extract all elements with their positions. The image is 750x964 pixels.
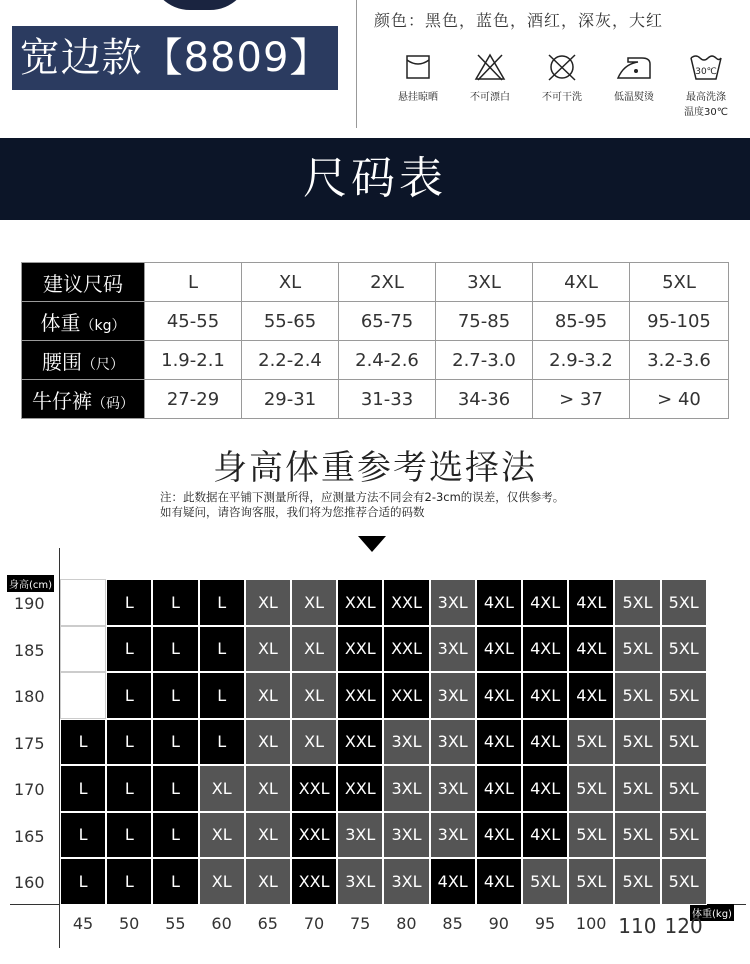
table-cell: L xyxy=(145,263,242,302)
heatmap-cell: L xyxy=(152,812,198,859)
table-cell: > 37 xyxy=(533,380,630,419)
x-tick-label: 60 xyxy=(211,914,232,933)
table-cell: 2.9-3.2 xyxy=(533,341,630,380)
table-cell: 65-75 xyxy=(339,302,436,341)
header-divider xyxy=(356,0,357,128)
heatmap-cell: XL xyxy=(245,719,291,766)
heatmap-cell: XL xyxy=(245,672,291,719)
hang-dry-icon xyxy=(403,52,433,82)
heatmap-cell: L xyxy=(106,672,152,719)
product-badge: 宽边款【8809】 xyxy=(12,26,338,90)
heatmap-cell: 4XL xyxy=(476,626,522,673)
care-label-line1: 最高洗涤 xyxy=(686,92,726,103)
heatmap-cell: L xyxy=(106,626,152,673)
x-tick-label: 110 xyxy=(618,914,657,938)
care-hang-dry xyxy=(382,52,454,118)
heatmap-cell: 5XL xyxy=(568,765,614,812)
care-icons xyxy=(382,52,742,118)
heatmap-cell: 3XL xyxy=(383,858,429,905)
x-tick-label: 55 xyxy=(165,914,186,933)
row-header: 牛仔裤（码） xyxy=(22,380,145,419)
down-arrow-icon xyxy=(358,536,386,552)
heatmap-cell: XXL xyxy=(337,719,383,766)
heatmap-cell xyxy=(60,672,106,719)
heatmap-cell: L xyxy=(60,719,106,766)
heatmap-cell: 4XL xyxy=(476,765,522,812)
heatmap-cell: XXL xyxy=(291,765,337,812)
heatmap-cell: 4XL xyxy=(522,765,568,812)
heatmap-cell: 5XL xyxy=(568,858,614,905)
heatmap-cell: XL xyxy=(245,765,291,812)
heatmap-cell xyxy=(60,579,106,626)
care-label: 不可漂白 xyxy=(470,92,510,103)
heatmap-cell: 5XL xyxy=(614,858,660,905)
note-line-2: 如有疑问，请咨询客服，我们将为您推荐合适的码数 xyxy=(160,505,425,519)
note-line-1: 注：此数据在平铺下测量所得，应测量方法不同会有2-3cm的误差，仅供参考。 xyxy=(160,490,565,504)
heatmap-cell: 4XL xyxy=(522,626,568,673)
heatmap-cell: 4XL xyxy=(476,719,522,766)
x-tick-label: 85 xyxy=(442,914,463,933)
heatmap-cell: L xyxy=(152,672,198,719)
table-cell: 75-85 xyxy=(436,302,533,341)
heatmap-cell: L xyxy=(199,719,245,766)
heatmap-cell: XXL xyxy=(291,812,337,859)
heatmap-cell: 5XL xyxy=(661,626,707,673)
heatmap-cell: L xyxy=(60,812,106,859)
heatmap-cell: 4XL xyxy=(476,579,522,626)
heatmap-cell: 5XL xyxy=(661,812,707,859)
heatmap-cell: XXL xyxy=(383,672,429,719)
heatmap-cell: 3XL xyxy=(430,765,476,812)
top-decoration xyxy=(150,0,250,10)
care-low-iron xyxy=(598,52,670,118)
y-tick-label: 165 xyxy=(14,826,45,846)
table-row xyxy=(22,380,729,419)
heatmap-cell: 4XL xyxy=(568,626,614,673)
care-label: 不可干洗 xyxy=(542,92,582,103)
heatmap-cell: 4XL xyxy=(568,579,614,626)
table-cell: 2XL xyxy=(339,263,436,302)
table-cell: > 40 xyxy=(630,380,729,419)
y-tick-label: 170 xyxy=(14,780,45,799)
y-tick-label: 160 xyxy=(14,873,45,892)
heatmap-cell: L xyxy=(60,858,106,905)
y-tick-label: 185 xyxy=(14,640,45,660)
x-tick-label: 90 xyxy=(488,914,509,933)
heatmap-cell: 4XL xyxy=(476,858,522,905)
heatmap-cell: L xyxy=(106,812,152,859)
table-cell: 55-65 xyxy=(242,302,339,341)
heatmap-cell: 5XL xyxy=(661,765,707,812)
y-tick-label: 190 xyxy=(14,594,45,613)
heatmap-cell: 5XL xyxy=(661,858,707,905)
care-label: 低温熨烫 xyxy=(614,92,654,103)
heatmap-cell xyxy=(60,626,106,673)
note-text xyxy=(160,490,564,520)
x-tick-label: 95 xyxy=(534,914,556,933)
y-tick-label: 175 xyxy=(14,733,45,753)
row-header: 体重（kg） xyxy=(22,302,145,341)
heatmap-cell: 4XL xyxy=(522,812,568,859)
heatmap-cell: L xyxy=(106,765,152,812)
table-row xyxy=(22,302,729,341)
table-row xyxy=(22,263,729,302)
x-tick-label: 50 xyxy=(119,914,140,933)
heatmap-cell: 3XL xyxy=(430,719,476,766)
heatmap-cell: 5XL xyxy=(614,812,660,859)
wash-temp-text: 30℃ xyxy=(695,67,717,77)
heatmap-cell: 5XL xyxy=(614,765,660,812)
heatmap-cell: L xyxy=(60,765,106,812)
size-chart-banner: 尺码表 xyxy=(0,138,750,220)
heatmap-cell: L xyxy=(199,626,245,673)
table-row xyxy=(22,341,729,380)
heatmap-cell: L xyxy=(199,579,245,626)
heatmap-cell: 4XL xyxy=(522,672,568,719)
heatmap-cell: 5XL xyxy=(568,719,614,766)
wash-30-icon xyxy=(688,52,724,82)
heatmap-cell: 4XL xyxy=(476,672,522,719)
heatmap-cell: XL xyxy=(199,765,245,812)
table-cell: 2.4-2.6 xyxy=(339,341,436,380)
heatmap-cell: 4XL xyxy=(522,719,568,766)
heatmap-cell: 4XL xyxy=(476,812,522,859)
y-axis-label: 身高(cm) xyxy=(7,575,54,592)
table-cell: 2.2-2.4 xyxy=(242,341,339,380)
heatmap-cell: XL xyxy=(291,719,337,766)
row-header: 腰围（尺） xyxy=(22,341,145,380)
heatmap-cell: XL xyxy=(291,672,337,719)
care-no-bleach xyxy=(454,52,526,118)
heatmap-cell: XL xyxy=(291,626,337,673)
heatmap-cell: XXL xyxy=(337,626,383,673)
section-title: 身高体重参考选择法 xyxy=(213,448,537,488)
heatmap-cell: 3XL xyxy=(430,672,476,719)
x-tick-label: 120 xyxy=(664,914,703,938)
heatmap-cell: 3XL xyxy=(337,812,383,859)
heatmap-cell: 5XL xyxy=(614,719,660,766)
table-cell: 3XL xyxy=(436,263,533,302)
heatmap-cell: XXL xyxy=(337,672,383,719)
heatmap-cell: 3XL xyxy=(430,812,476,859)
row-header: 建议尺码 xyxy=(22,263,145,302)
care-no-dry-clean xyxy=(526,52,598,118)
heatmap-cell: 5XL xyxy=(661,672,707,719)
heatmap-cell: XXL xyxy=(383,579,429,626)
heatmap-cell: 5XL xyxy=(522,858,568,905)
heatmap-cell: XL xyxy=(245,626,291,673)
heatmap-cell: L xyxy=(199,672,245,719)
table-cell: 1.9-2.1 xyxy=(145,341,242,380)
heatmap-cell: L xyxy=(152,765,198,812)
heatmap-cell: 4XL xyxy=(522,579,568,626)
table-cell: 34-36 xyxy=(436,380,533,419)
x-tick-label: 75 xyxy=(350,914,371,933)
heatmap-cell: 5XL xyxy=(614,672,660,719)
heatmap-cell: 5XL xyxy=(661,719,707,766)
heatmap-cell: 5XL xyxy=(568,812,614,859)
heatmap-cell: 5XL xyxy=(614,626,660,673)
size-table xyxy=(21,262,729,419)
table-cell: XL xyxy=(242,263,339,302)
x-axis-label: 体重(kg) xyxy=(690,904,734,921)
table-cell: 45-55 xyxy=(145,302,242,341)
heatmap-cell: XL xyxy=(291,579,337,626)
no-dry-clean-icon xyxy=(546,52,578,82)
x-tick-label: 100 xyxy=(575,914,607,933)
care-label: 悬挂晾晒 xyxy=(398,92,438,103)
heatmap-cell: L xyxy=(152,719,198,766)
heatmap-cell: L xyxy=(152,858,198,905)
heatmap-cell: 3XL xyxy=(383,765,429,812)
heatmap-cell: XL xyxy=(245,579,291,626)
heatmap-cell: 3XL xyxy=(430,626,476,673)
table-cell: 95-105 xyxy=(630,302,729,341)
heatmap-cell: 3XL xyxy=(383,812,429,859)
heatmap-cell: L xyxy=(152,579,198,626)
low-iron-icon xyxy=(614,52,654,82)
heatmap-cell: XL xyxy=(199,812,245,859)
table-cell: 4XL xyxy=(533,263,630,302)
heatmap-cell: 5XL xyxy=(661,579,707,626)
table-cell: 2.7-3.0 xyxy=(436,341,533,380)
heatmap-cell: 4XL xyxy=(568,672,614,719)
table-cell: 3.2-3.6 xyxy=(630,341,729,380)
x-tick-label: 70 xyxy=(303,914,325,933)
heatmap-cell: 3XL xyxy=(337,858,383,905)
table-cell: 85-95 xyxy=(533,302,630,341)
care-wash-30 xyxy=(670,52,742,118)
heatmap-cell: XXL xyxy=(291,858,337,905)
table-cell: 5XL xyxy=(630,263,729,302)
heatmap-cell: L xyxy=(106,858,152,905)
heatmap-cell: XL xyxy=(245,812,291,859)
no-bleach-icon xyxy=(473,52,507,82)
heatmap-cell: 5XL xyxy=(614,579,660,626)
table-cell: 29-31 xyxy=(242,380,339,419)
table-cell: 27-29 xyxy=(145,380,242,419)
heatmap-cell: L xyxy=(106,719,152,766)
heatmap-cell: XL xyxy=(245,858,291,905)
heatmap-cell: L xyxy=(152,626,198,673)
colors-text: 颜色：黑色，蓝色，酒红，深灰，大红 xyxy=(374,11,664,30)
heatmap-cell: XXL xyxy=(337,579,383,626)
heatmap-cell: XXL xyxy=(337,765,383,812)
heatmap-cell: XL xyxy=(199,858,245,905)
heatmap-cell: XXL xyxy=(383,626,429,673)
heatmap-cell: L xyxy=(106,579,152,626)
y-tick-label: 180 xyxy=(14,687,45,706)
heatmap-cell: 3XL xyxy=(383,719,429,766)
x-tick-label: 80 xyxy=(396,914,417,933)
table-cell: 31-33 xyxy=(339,380,436,419)
heatmap-cell: 3XL xyxy=(430,579,476,626)
heatmap-cell: 4XL xyxy=(430,858,476,905)
x-tick-label: 45 xyxy=(72,914,94,933)
care-label-line2: 温度30℃ xyxy=(684,107,728,118)
x-tick-label: 65 xyxy=(257,914,278,933)
